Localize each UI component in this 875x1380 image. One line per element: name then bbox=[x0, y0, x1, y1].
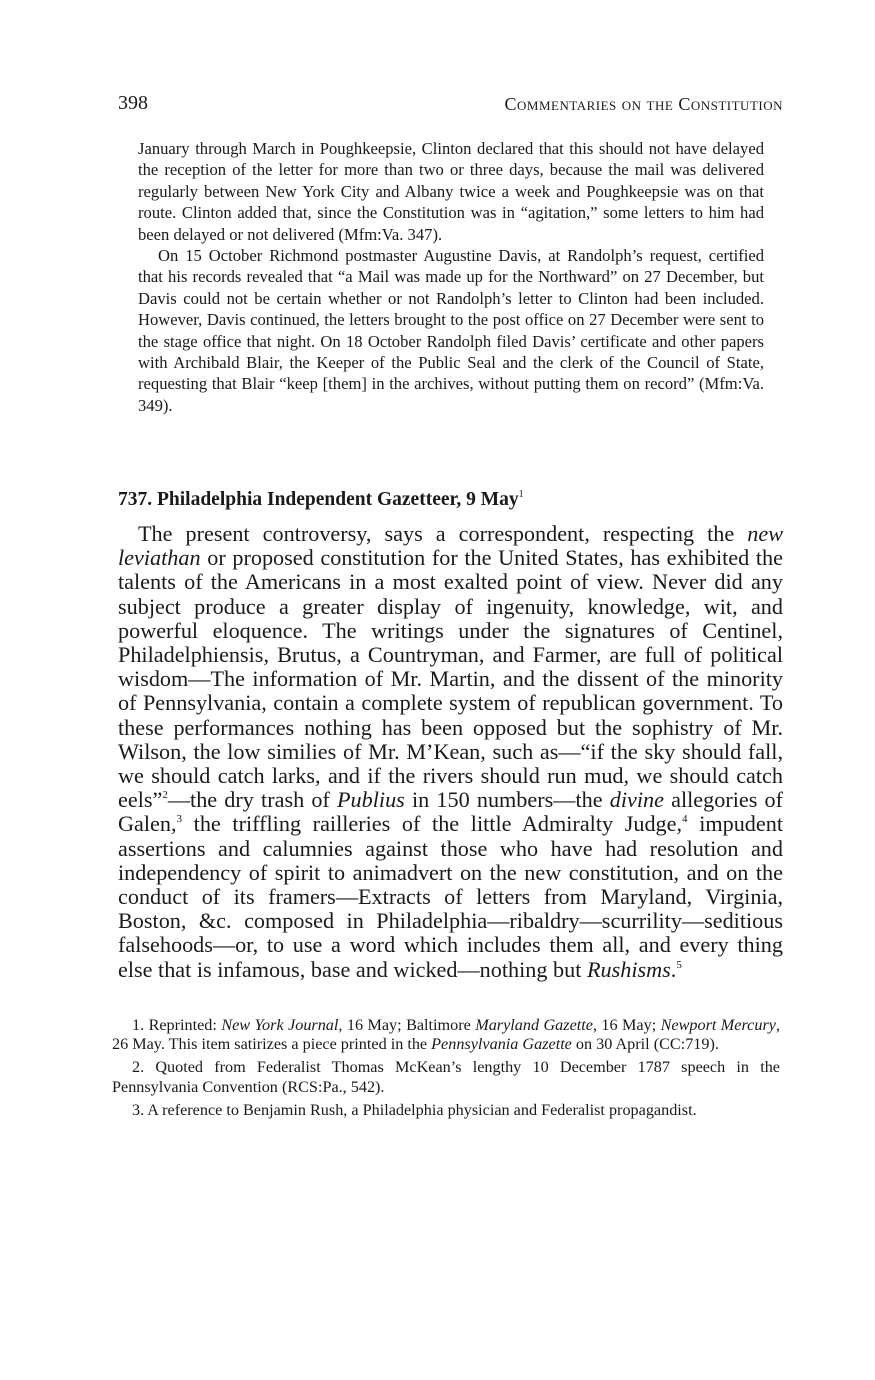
note-ref-4: 4 bbox=[682, 813, 688, 826]
commentary-block bbox=[138, 138, 764, 416]
body-italic-rushisms: Rushisms bbox=[586, 956, 671, 982]
footnote-1-italic-a: New York Journal bbox=[221, 1016, 339, 1034]
page-number: 398 bbox=[118, 92, 148, 114]
footnote-1-text-e: on 30 April (CC:719). bbox=[571, 1035, 719, 1054]
body-text-1: The present controversy, says a correspondent, respecting the bbox=[138, 521, 748, 546]
footnote-3: 3. A reference to Benjamin Rush, a Philadelphia physician and Federalist propagandist. bbox=[132, 1100, 697, 1119]
footnote-1-italic-c: Newport Mercury bbox=[660, 1016, 776, 1034]
footnote-1-text-d: , 26 May. This item satirizes a piece printed in the bbox=[112, 1016, 780, 1054]
footnote-1-text-c: , 16 May; bbox=[592, 1016, 661, 1034]
heading-note-ref: 1 bbox=[518, 489, 524, 500]
note-ref-2: 2 bbox=[162, 789, 168, 802]
commentary-paragraph-2: On 15 October Richmond postmaster Augustine Davis, at Randolph’s request, certified that his records revealed that “a Mail was made up for the Northward” on 27 December, but Davis could not be certain whether or not Randolph’s letter to Clinton had been included. However, Davis continued, the letters brought to the post office on 27 December were sent to the stage office that night. On 18 October Randolph filed Davis’ certificate and other papers with Archibald Blair, the Keeper of the Public Seal and the clerk of the Council of State, requesting that Blair “keep [them] in the archives, without putting them on record” (Mfm:Va. 349). bbox=[138, 246, 764, 415]
body-italic-new-leviathan: new leviathan bbox=[118, 521, 783, 571]
footnote-1-text-b: , 16 May; Baltimore bbox=[338, 1016, 476, 1034]
footnote-1-text-a: 1. Reprinted: bbox=[132, 1016, 222, 1034]
body-text-2: or proposed constitution for the United States, has exhibited the talents of the Americans in a most exalted point of view. Never did any subject produce a greater display of ingenuity, knowledge, wit, and powerful eloquence. The writings under the signatures of Centinel, Philadelphiensis, Brutus, a Countryman, and Farmer, are full of political wisdom—The information of Mr. Martin, and the dissent of the minority of Pennsylvania, contain a complete system of republican government. To these performances nothing has been opposed but the sophistry of Mr. Wilson, the low similies of Mr. M’Kean, such as—“if the sky should fall, we should catch larks, and if the rivers should run mud, we should catch eels” bbox=[118, 545, 783, 813]
body-text-4: in 150 numbers—the bbox=[404, 787, 610, 813]
running-head bbox=[118, 92, 783, 122]
body-text-3: —the dry trash of bbox=[167, 787, 337, 813]
running-title: Commentaries on the Constitution bbox=[504, 94, 783, 114]
document-body bbox=[118, 522, 783, 982]
body-italic-divine: divine bbox=[609, 787, 664, 813]
document-heading-text: 737. Philadelphia Independent Gazetteer, 9 May bbox=[118, 489, 519, 510]
body-italic-publius: Publius bbox=[337, 787, 405, 813]
document-heading bbox=[118, 489, 783, 511]
body-text-8: . bbox=[670, 956, 677, 982]
footnote-1-italic-b: Maryland Gazette bbox=[475, 1016, 593, 1034]
footnote-2: 2. Quoted from Federalist Thomas McKean’s lengthy 10 December 1787 speech in the Pennsylvania Convention (RCS:Pa., 542). bbox=[112, 1058, 780, 1096]
body-text-5: allegories of Galen, bbox=[118, 787, 783, 837]
body-text-6: the triffling railleries of the little Admiralty Judge, bbox=[182, 811, 683, 837]
footnotes bbox=[112, 1016, 780, 1124]
note-ref-3: 3 bbox=[176, 813, 183, 826]
note-ref-5: 5 bbox=[676, 958, 682, 971]
footnote-1-italic-d: Pennsylvania Gazette bbox=[431, 1035, 572, 1054]
body-text-7: impudent assertions and calumnies against those who have had resolution and independency of spirit to animadvert on the new constitution, and on the conduct of its framers—Extracts of letters from Maryland, Virginia, Boston, &c. composed in Philadelphia—ribaldry—scurrility—seditious falsehoods—or, to use a word which includes them all, and every thing else that is infamous, base and wicked—nothing but bbox=[118, 811, 783, 982]
commentary-paragraph-1: January through March in Poughkeepsie, Clinton declared that this should not have delayed the reception of the letter for more than two or three days, because the mail was delivered regularly between New York City and Albany twice a week and Poughkeepsie was on that route. Clinton added that, since the Constitution was in “agitation,” some letters to him had been delayed or not delivered (Mfm:Va. 347). bbox=[138, 139, 764, 244]
footnote-1 bbox=[112, 1016, 780, 1054]
